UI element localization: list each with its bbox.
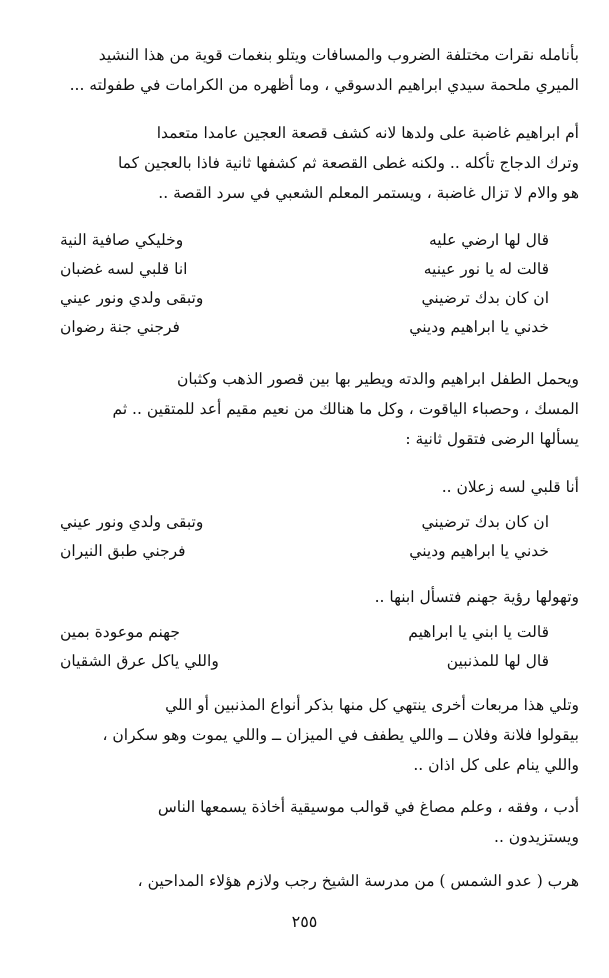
verse-block-2	[60, 508, 549, 566]
verse-second-half: وخليكي صافية النية	[60, 231, 184, 249]
verse-line	[60, 313, 549, 342]
verse-line	[60, 284, 549, 313]
verse-first-half: قال لها ارضي عليه	[428, 231, 549, 249]
paragraph-7	[28, 792, 579, 852]
verse-first-half: ان كان بدك ترضيني	[421, 513, 549, 531]
paragraph-2	[28, 118, 579, 208]
verse-second-half: جهنم موعودة بمين	[60, 623, 180, 641]
text-line: هو والام لا تزال غاضبة ، ويستمر المعلم الشعبي في سرد القصة ..	[158, 184, 579, 202]
paragraph-3	[28, 364, 579, 454]
text-line: بيقولوا فلانة وفلان ــ واللي يطفف في الميزان ــ واللي يموت وهو سكران ،	[102, 726, 579, 744]
text-line: أم ابراهيم غاضبة على ولدها لانه كشف قصعة العجين عامدا متعمدا	[156, 124, 579, 142]
verse-second-half: فرجني جنة رضوان	[60, 318, 180, 336]
text-line: واللي ينام على كل اذان ..	[413, 756, 579, 774]
text-line: هرب ( عدو الشمس ) من مدرسة الشيخ رجب ولازم هؤلاء المداحين ،	[137, 872, 579, 890]
page-number: ٢٥٥	[291, 912, 318, 931]
paragraph-4	[28, 472, 579, 502]
verse-second-half: انا قلبي لسه غضبان	[60, 260, 188, 278]
text-line: الميري ملحمة سيدي ابراهيم الدسوقي ، وما أظهره من الكرامات في طفولته ...	[69, 76, 579, 94]
verse-line	[60, 647, 549, 676]
text-line: ويستزيدون ..	[494, 828, 579, 846]
verse-line	[60, 618, 549, 647]
text-line: بأنامله نقرات مختلفة الضروب والمسافات ويتلو بنغمات قوية من هذا النشيد	[98, 46, 579, 64]
verse-line	[60, 508, 549, 537]
text-line: وتلي هذا مربعات أخرى ينتهي كل منها بذكر أنواع المذنبين أو اللي	[165, 696, 579, 714]
verse-first-half: قال لها للمذنبين	[446, 652, 549, 670]
text-line: المسك ، وحصباء الياقوت ، وكل ما هنالك من نعيم مقيم أعد للمتقين .. ثم	[112, 400, 579, 418]
verse-second-half: واللي ياكل عرق الشقيان	[60, 652, 219, 670]
text-line: ويحمل الطفل ابراهيم والدته ويطير بها بين قصور الذهب وكثبان	[176, 370, 579, 388]
verse-first-half: قالت له يا نور عينيه	[423, 260, 549, 278]
text-line: وترك الدجاج تأكله .. ولكنه غطى القصعة ثم كشفها ثانية فاذا بالعجين كما	[117, 154, 579, 172]
text-line: وتهولها رؤية جهنم فتسأل ابنها ..	[374, 588, 579, 606]
paragraph-8	[28, 866, 579, 896]
verse-block-1	[60, 226, 549, 342]
verse-line	[60, 255, 549, 284]
verse-first-half: قالت يا ابني يا ابراهيم	[408, 623, 549, 641]
verse-second-half: وتبقى ولدي ونور عيني	[60, 513, 204, 531]
text-line: أنا قلبي لسه زعلان ..	[441, 478, 579, 496]
paragraph-6	[28, 690, 579, 780]
verse-line	[60, 537, 549, 566]
text-line: يسألها الرضى فتقول ثانية :	[405, 430, 579, 448]
verse-first-half: ان كان بدك ترضيني	[421, 289, 549, 307]
paragraph-1	[28, 40, 579, 100]
verse-first-half: خدني يا ابراهيم وديني	[409, 542, 549, 560]
verse-line	[60, 226, 549, 255]
verse-second-half: وتبقى ولدي ونور عيني	[60, 289, 204, 307]
verse-block-3	[60, 618, 549, 676]
text-line: أدب ، وفقه ، وعلم مصاغ في قوالب موسيقية أخاذة يسمعها الناس	[157, 798, 579, 816]
verse-first-half: خدني يا ابراهيم وديني	[409, 318, 549, 336]
paragraph-5	[28, 582, 579, 612]
verse-second-half: فرجني طبق النيران	[60, 542, 186, 560]
